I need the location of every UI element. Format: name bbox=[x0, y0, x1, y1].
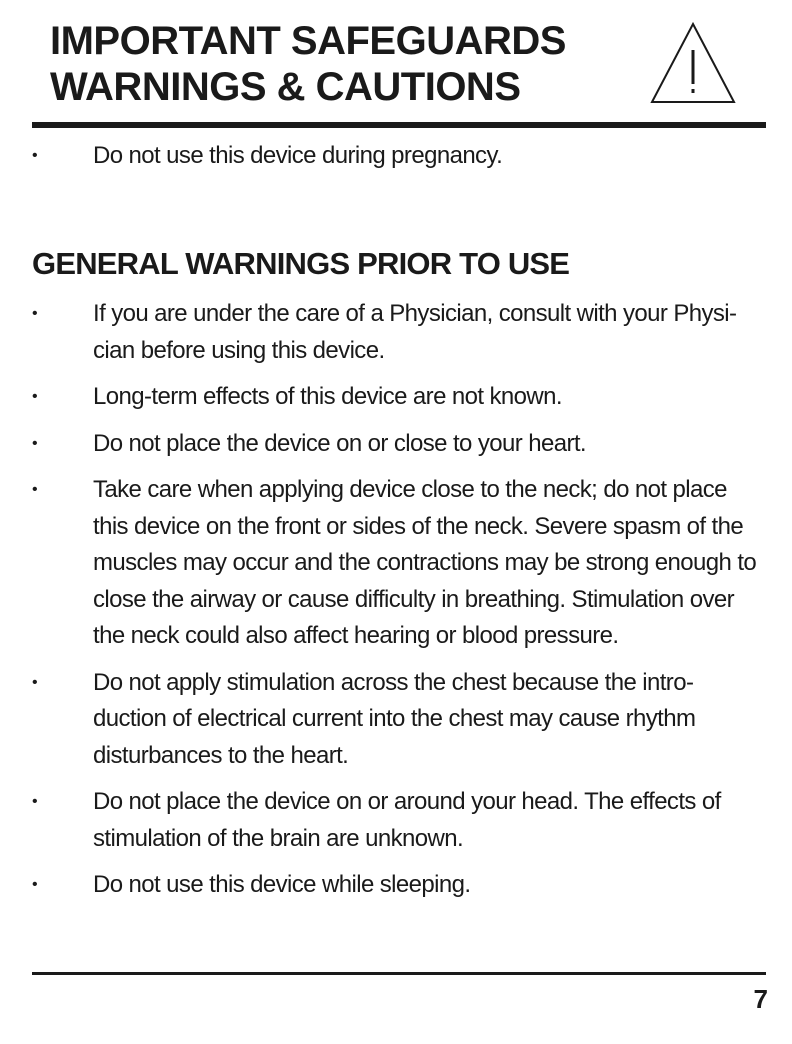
list-item-text: Do not place the device on or around your head. The effects of stimulation of the brain are unknown. bbox=[93, 788, 721, 852]
list-item bbox=[32, 379, 762, 416]
list-item-text: If you are under the care of a Physician, consult with your Physi-cian before using this device. bbox=[93, 300, 737, 364]
page-number: 7 bbox=[753, 984, 768, 1014]
bullet: • bbox=[32, 305, 38, 322]
list-item-text: Do not use this device while sleeping. bbox=[93, 871, 471, 898]
header-divider bbox=[32, 122, 766, 128]
bullet: • bbox=[32, 673, 38, 691]
list-item-text: Do not apply stimulation across the chest because the intro-duction of electrical current into the chest may cause rhythm disturbances to the heart. bbox=[93, 668, 696, 769]
list-item bbox=[32, 784, 762, 857]
footer-divider bbox=[32, 972, 766, 975]
page-title-line-1: IMPORTANT SAFEGUARDS bbox=[50, 19, 566, 63]
list-item bbox=[32, 472, 762, 655]
bullet: • bbox=[32, 388, 38, 405]
bullet: • bbox=[32, 876, 38, 893]
section-heading: GENERAL WARNINGS PRIOR TO USE bbox=[32, 246, 570, 281]
list-item bbox=[32, 867, 762, 904]
list-item bbox=[32, 296, 762, 369]
general-warnings-list bbox=[32, 296, 762, 914]
list-item-text: Take care when applying device close to the neck; do not place this device on the front or sides of the neck. Severe spasm of the muscles may occur and the contractions may be strong enough to close the airway or cause difficulty in breathing. Stimulation over the neck could also affect hearing or blood pressure. bbox=[93, 476, 757, 649]
page-title bbox=[50, 18, 750, 110]
top-warning-list bbox=[32, 138, 762, 185]
bullet: • bbox=[32, 481, 38, 498]
list-item-text: Do not place the device on or close to your heart. bbox=[93, 429, 586, 457]
bullet: • bbox=[32, 147, 38, 164]
bullet: • bbox=[32, 434, 38, 452]
bullet: • bbox=[32, 793, 38, 810]
list-item-text: Do not use this device during pregnancy. bbox=[93, 142, 503, 169]
page-title-line-2: WARNINGS & CAUTIONS bbox=[50, 65, 521, 109]
page-header bbox=[50, 18, 750, 118]
list-item bbox=[32, 138, 762, 175]
list-item bbox=[32, 665, 762, 775]
warning-triangle-icon bbox=[650, 20, 736, 106]
list-item-text: Long-term effects of this device are not known. bbox=[93, 383, 562, 410]
list-item bbox=[32, 426, 762, 463]
